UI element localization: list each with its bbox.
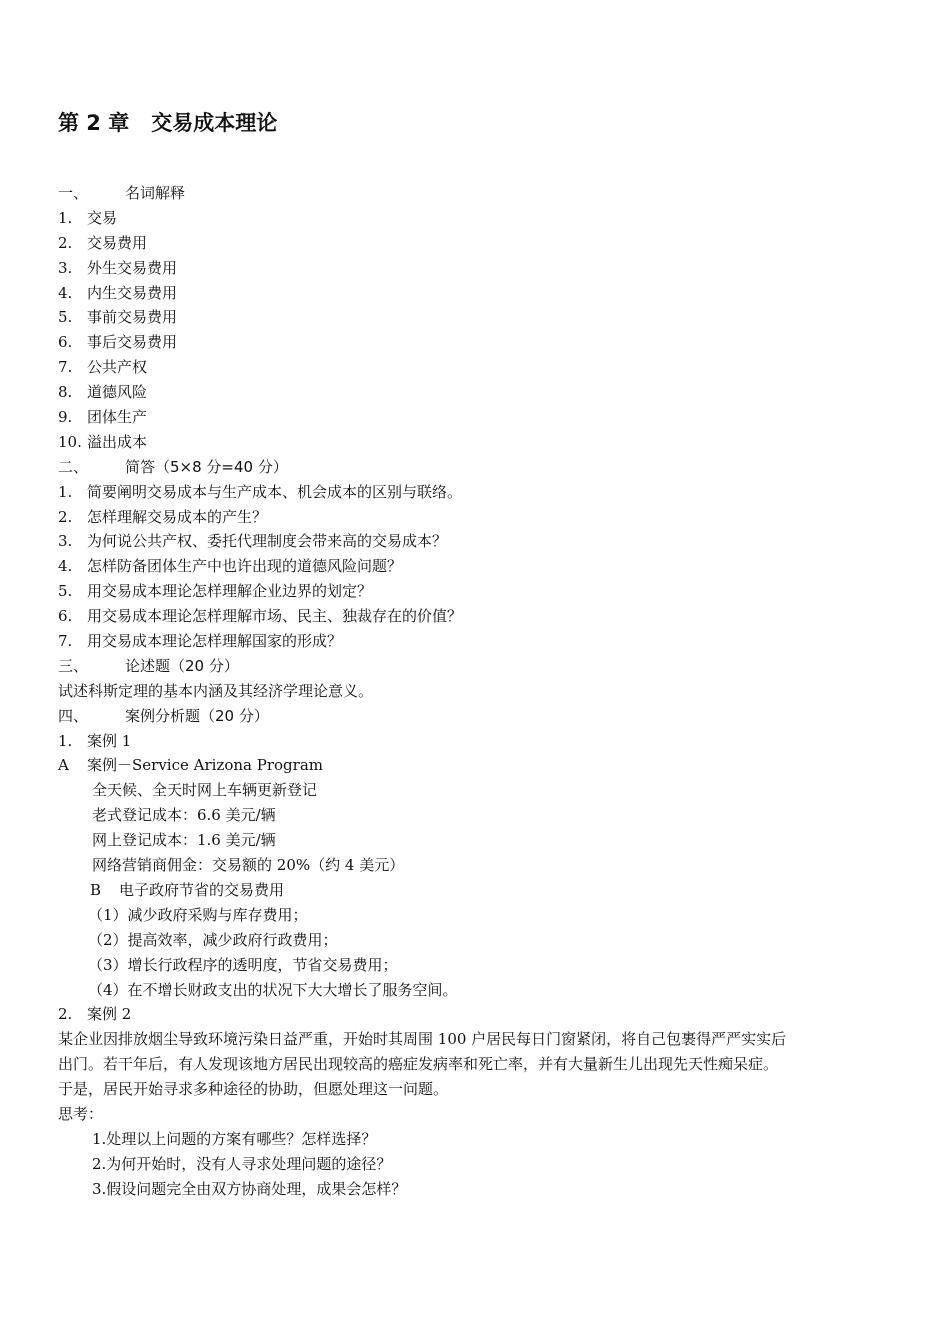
chapter-name: 交易成本理论: [151, 111, 278, 135]
think-question: 2.为何开始时，没有人寻求处理问题的途径？: [92, 1154, 392, 1173]
think-question: 1.处理以上问题的方案有哪些？怎样选择？: [92, 1129, 377, 1148]
list-item: 6. 用交易成本理论怎样理解市场、民主、独裁存在的价值？: [58, 607, 463, 626]
case-1-b-line: （1）减少政府采购与库存费用；: [88, 905, 308, 924]
case-2-paragraph-line: 于是，居民开始寻求多种途径的协助，但愿处理这一问题。: [58, 1080, 449, 1099]
list-item: 1. 交易: [58, 208, 118, 227]
section-heading-short-answer: 二、 简答（5×8 分=40 分）: [58, 457, 288, 476]
chapter-number: 第 2 章: [58, 111, 130, 135]
list-item: 10. 溢出成本: [58, 432, 148, 451]
list-item: 5. 事前交易费用: [58, 308, 178, 327]
case-2-heading: 2. 案例 2: [58, 1005, 132, 1024]
case-1-part-b-heading: B 电子政府节省的交易费用: [90, 880, 285, 899]
list-item: 4. 怎样防备团体生产中也许出现的道德风险问题？: [58, 557, 403, 576]
list-item: 4. 内生交易费用: [58, 283, 178, 302]
case-1-a-line: 老式登记成本：6.6 美元/辆: [92, 806, 276, 825]
list-item: 3. 为何说公共产权、委托代理制度会带来高的交易成本？: [58, 532, 448, 551]
case-1-b-line: （4）在不增长财政支出的状况下大大增长了服务空间。: [88, 980, 458, 999]
list-item: 7. 公共产权: [58, 358, 148, 377]
section-heading-terms: 一、 名词解释: [58, 184, 186, 202]
case-1-b-line: （3）增长行政程序的透明度，节省交易费用；: [88, 955, 398, 974]
section-heading-essay: 三、 论述题（20 分）: [58, 656, 239, 675]
list-item: 1. 简要阐明交易成本与生产成本、机会成本的区别与联络。: [58, 482, 463, 501]
list-item: 5. 用交易成本理论怎样理解企业边界的划定？: [58, 582, 373, 601]
think-label: 思考：: [58, 1104, 104, 1123]
list-item: 2. 怎样理解交易成本的产生？: [58, 507, 268, 526]
list-item: 8. 道德风险: [58, 383, 148, 402]
case-2-paragraph-line: 某企业因排放烟尘导致环境污染日益严重，开始时其周围 100 户居民每日门窗紧闭，将自己包裹得严严实实后: [58, 1030, 787, 1049]
case-1-a-line: 网上登记成本：1.6 美元/辆: [92, 831, 276, 850]
case-1-part-a-heading: A 案例－Service Arizona Program: [58, 756, 323, 775]
list-item: 2. 交易费用: [58, 233, 148, 252]
essay-question: 试述科斯定理的基本内涵及其经济学理论意义。: [58, 681, 374, 700]
case-1-a-line: 网络营销商佣金：交易额的 20%（约 4 美元）: [92, 856, 405, 875]
chapter-title: [58, 108, 277, 138]
think-question: 3.假设问题完全由双方协商处理，成果会怎样？: [92, 1179, 407, 1198]
list-item: 7. 用交易成本理论怎样理解国家的形成？: [58, 632, 343, 651]
case-1-a-line: 全天候、全天时网上车辆更新登记: [92, 781, 318, 800]
case-2-paragraph-line: 出门。若干年后，有人发现该地方居民出现较高的癌症发病率和死亡率，并有大量新生儿出现先天性痴呆症。: [58, 1055, 779, 1074]
list-item: 3. 外生交易费用: [58, 258, 178, 277]
case-1-b-line: （2）提高效率，减少政府行政费用；: [88, 930, 338, 949]
list-item: 6. 事后交易费用: [58, 333, 178, 352]
section-heading-case-analysis: 四、 案例分析题（20 分）: [58, 706, 269, 725]
list-item: 9. 团体生产: [58, 408, 148, 427]
document-body: [58, 181, 888, 1202]
case-1-heading: 1. 案例 1: [58, 731, 132, 750]
